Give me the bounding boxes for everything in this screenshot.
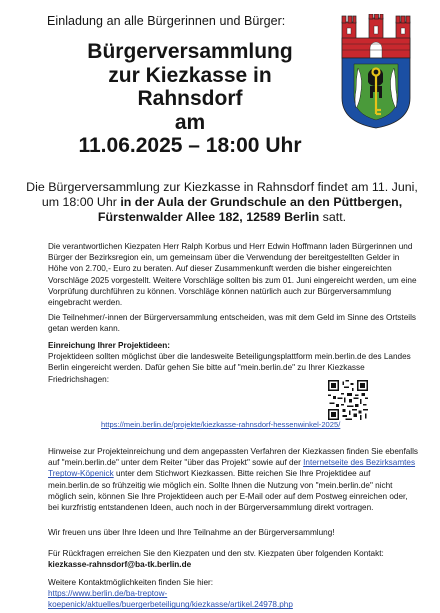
contact-email[interactable]: kiezkasse-rahnsdorf@ba-tk.berlin.de <box>48 560 192 570</box>
submission-heading: Einreichung Ihrer Projektideen: <box>48 341 170 350</box>
title-line-5: 11.06.2025 – 18:00 Uhr <box>78 134 302 157</box>
submission-section <box>48 340 420 385</box>
page-title <box>40 40 340 158</box>
intro-paragraph <box>24 180 420 225</box>
paragraph-contact <box>48 548 420 570</box>
title-line-3: Rahnsdorf <box>137 87 243 110</box>
procedure-text: Hinweise zur Projekteinreichung und dem angepassten Verfahren der Kiezkassen finden Sie ebenfalls auf "mein.berlin.de" unter dem Reiter "über das Projekt" sowie auf der <box>48 447 419 468</box>
paragraph-thanks: Wir freuen uns über Ihre Ideen und Ihre Teilnahme an der Bürgerversammlung! <box>48 528 335 537</box>
paragraph-more-contacts <box>48 577 420 611</box>
project-link[interactable]: https://mein.berlin.de/projekte/kiezkasse-rahnsdorf-hessenwinkel-2025/ <box>101 420 341 429</box>
paragraph-procedure <box>48 446 420 513</box>
berlin-url-line-1[interactable]: https://www.berlin.de/ba-treptow- <box>48 589 168 599</box>
qr-code-icon <box>328 380 368 420</box>
submission-text: Projektideen sollten möglichst über die landesweite Beteiligungsplattform mein.berlin.de des Landes Berlin eingereicht werden. Dafür gehen Sie bitte auf "mein.berlin.de" zu Ihrer Kiezkasse Friedrichshagen: <box>48 352 411 384</box>
district-office-link[interactable]: Internetseite des Bezirksamtes Treptow-Köpenick <box>48 458 416 479</box>
more-contacts-text: Weitere Kontaktmöglichkeiten finden Sie hier: <box>48 578 214 587</box>
berlin-url-line-2[interactable]: koepenick/aktuelles/buergerbeteiligung/kiezkasse/artikel.24978.php <box>48 600 293 610</box>
paragraph-invitation-details: Die verantwortlichen Kiezpaten Herr Ralph Korbus und Herr Edwin Hoffmann laden Bürgerinnen und Bürger der Bezirksregion ein, um gemeinsam über die Verwendung der bereitgestellten Gelder in Höhe von 2.700,- Euro zu beraten. Auf dieser Zusammenkunft werden die bisher eingereichten Vorschläge 2025 vorgestellt. Weitere Vorschläge sollten bis zum 01. Juni eingereicht werden, um eine Vorprüfung durchführen zu können. Vorschläge können natürlich auch zur Bürgerversammlung eingebracht werden. <box>48 242 417 308</box>
coat-of-arms-icon <box>340 14 412 130</box>
title-line-1: Bürgerversammlung <box>87 40 293 63</box>
intro-text-end: satt. <box>319 210 347 224</box>
intro-location: in der Aula der Grundschule an den Püttbergen, Fürstenwalder Allee 182, 12589 Berlin <box>97 195 403 224</box>
title-line-4: am <box>174 110 206 134</box>
invitation-line: Einladung an alle Bürgerinnen und Bürger: <box>47 14 286 28</box>
contact-text: Für Rückfragen erreichen Sie den Kiezpaten und den stv. Kiezpaten über folgenden Kontakt: <box>48 549 384 558</box>
paragraph-decision: Die Teilnehmer/-innen der Bürgerversammlung entscheiden, was mit dem Geld im Sinne des Ortsteils getan werden kann. <box>48 313 416 334</box>
intro-text: Die Bürgerversammlung zur Kiezkasse in Rahnsdorf findet am 11. Juni, um 18:00 Uhr <box>26 180 418 209</box>
procedure-text-end: unter dem Stichwort Kiezkassen. Bitte reichen Sie Ihre Projektidee auf mein.berlin.de so frühzeitig wie möglich ein. Sollte Ihnen die Nutzung von "mein.berlin.de" nicht möglich sein, können Sie Ihre Projektideen auch per E-Mail oder auf dem Postweg einreichen oder, bei kurzfristig entstandenen Ideen, auch noch in der Bürgerversammlung direkt vortragen. <box>48 469 408 513</box>
title-line-2: zur Kiezkasse in <box>108 63 272 87</box>
